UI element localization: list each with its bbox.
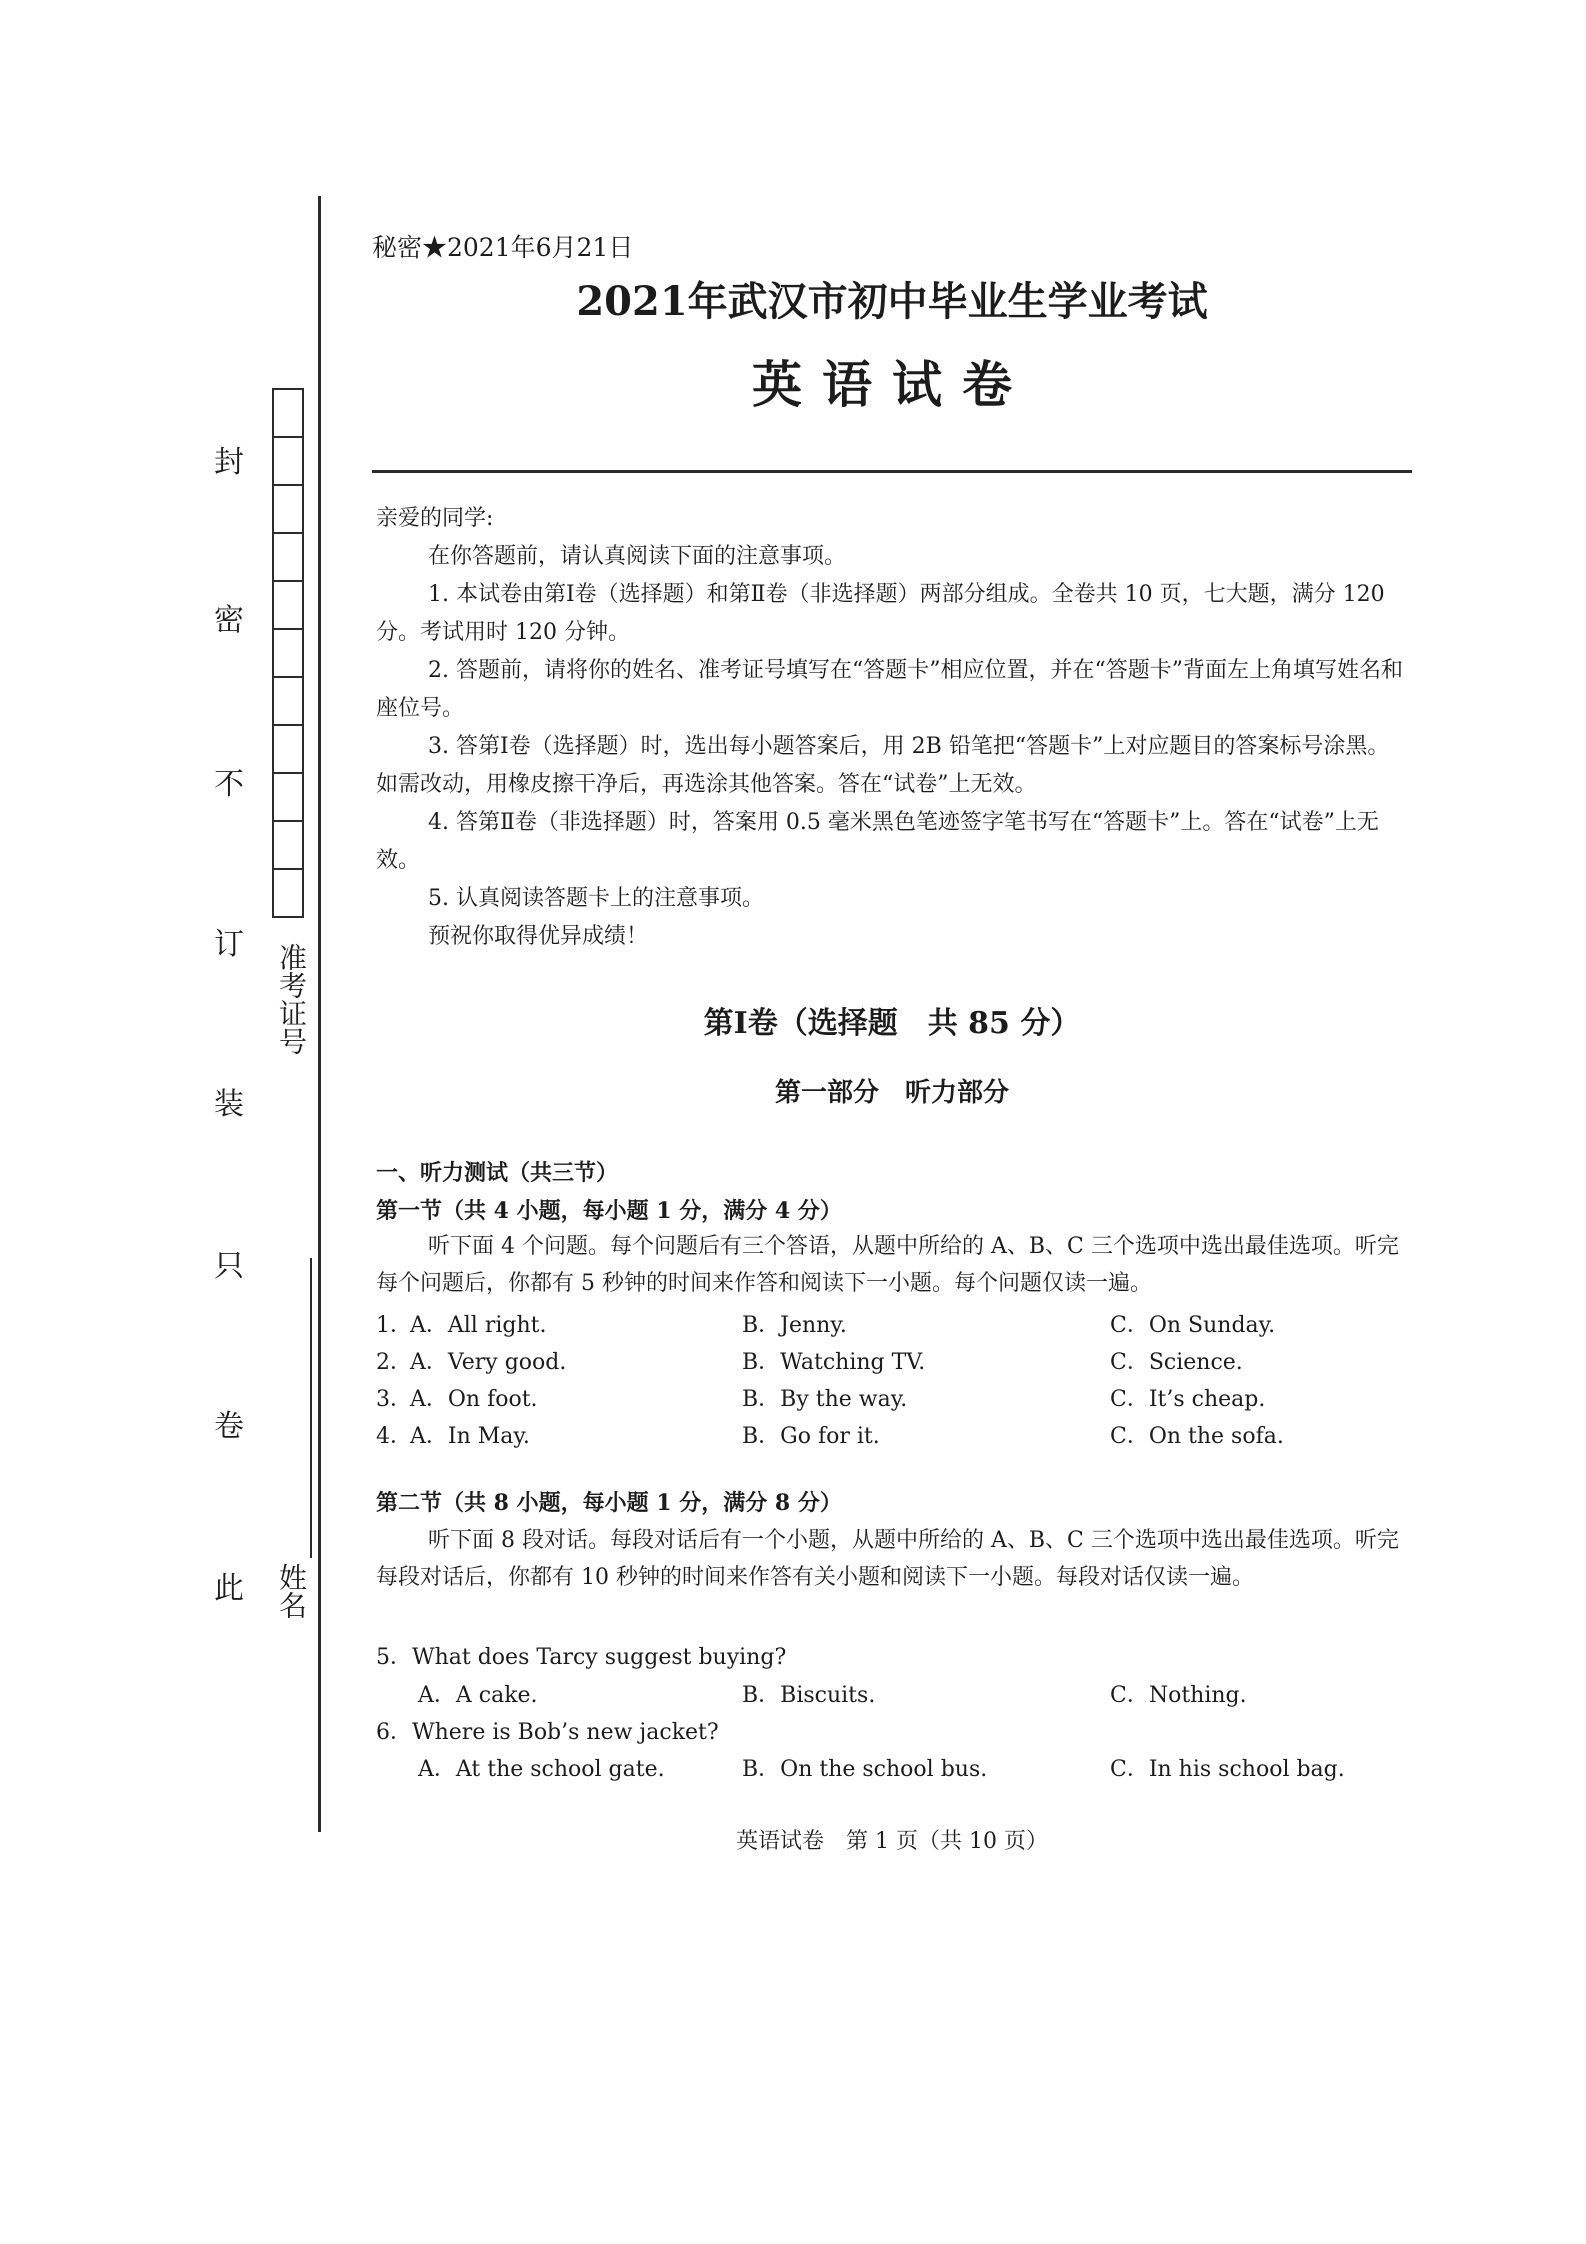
notice-intro: 在你答题前，请认真阅读下面的注意事项。: [428, 544, 847, 569]
binding-line: [318, 196, 321, 1832]
option-b: B．Watching TV.: [742, 1350, 926, 1375]
question-row: [376, 1752, 1406, 1788]
paper-title: 英语试卷: [752, 355, 1032, 414]
option-c: C．In his school bag.: [1110, 1757, 1345, 1782]
name-label: 姓名: [275, 1563, 308, 1619]
option-c: C．On the sofa.: [1110, 1424, 1284, 1449]
option-c: C．On Sunday.: [1110, 1313, 1276, 1338]
question-stem: 6．Where is Bob’s new jacket?: [376, 1720, 719, 1745]
notice-closing: 预祝你取得优异成绩！: [428, 924, 649, 949]
seal-char: 只: [214, 1249, 244, 1284]
seal-char: 封: [214, 445, 244, 480]
confidential-mark: 秘密★2021年6月21日: [372, 233, 634, 262]
question-stem: 5．What does Tarcy suggest buying?: [376, 1645, 787, 1670]
option-b: B．Jenny.: [742, 1313, 847, 1338]
seal-char: 不: [214, 767, 244, 802]
question-number: 4．: [376, 1424, 412, 1449]
seal-char: 此: [214, 1571, 244, 1606]
option-a: A．Very good.: [410, 1350, 567, 1375]
question-row: [376, 1382, 1406, 1418]
page-footer: 英语试卷 第 1 页（共 10 页）: [736, 1829, 1048, 1854]
question-number: 2．: [376, 1350, 412, 1375]
notice-item: 3. 答第Ⅰ卷（选择题）时，选出每小题答案后，用 2B 铅笔把“答题卡”上对应题目的答案标号涂黑。如需改动，用橡皮擦干净后，再选涂其他答案。答在“试卷”上无效。: [376, 734, 1390, 797]
option-b: B．By the way.: [742, 1387, 908, 1412]
option-a: A．In May.: [410, 1424, 530, 1449]
exam-title: 2021年武汉市初中毕业生学业考试: [576, 278, 1208, 325]
seal-char: 密: [214, 603, 244, 638]
notice-block: [376, 500, 1406, 956]
seal-char: 卷: [214, 1409, 244, 1444]
option-a: A．A cake.: [418, 1683, 538, 1708]
part-title: 第一部分 听力部分: [774, 1078, 1009, 1108]
option-c: C．Science.: [1110, 1350, 1243, 1375]
notice-item: 4. 答第Ⅱ卷（非选择题）时，答案用 0.5 毫米黑色笔迹签字笔书写在“答题卡”上。答在“试卷”上无效。: [376, 810, 1379, 873]
option-c: C．Nothing.: [1110, 1683, 1247, 1708]
exam-id-label: 准考证号: [275, 943, 308, 1055]
section2-subheading: 第二节（共 8 小题，每小题 1 分，满分 8 分）: [376, 1490, 842, 1516]
option-a: A．At the school gate.: [418, 1757, 665, 1782]
notice-item: 1. 本试卷由第Ⅰ卷（选择题）和第Ⅱ卷（非选择题）两部分组成。全卷共 10 页，七大题，满分 120 分。考试用时 120 分钟。: [376, 582, 1385, 645]
notice-item: 5. 认真阅读答题卡上的注意事项。: [428, 886, 764, 911]
section2-instructions: 听下面 8 段对话。每段对话后有一个小题，从题中所给的 A、B、C 三个选项中选出最佳选项。听完每段对话后，你都有 10 秒钟的时间来作答有关小题和阅读下一小题。每段对话仅读一遍。: [376, 1528, 1399, 1590]
section1-subheading: 第一节（共 4 小题，每小题 1 分，满分 4 分）: [376, 1198, 842, 1224]
seal-char: 订: [214, 927, 244, 962]
option-b: B．Biscuits.: [742, 1683, 876, 1708]
section-heading: 一、听力测试（共三节）: [376, 1160, 619, 1186]
option-a: A．On foot.: [410, 1387, 538, 1412]
question-row: [376, 1419, 1406, 1455]
seal-char: 装: [214, 1087, 244, 1122]
volume-title: 第Ⅰ卷（选择题 共 85 分）: [703, 1006, 1081, 1041]
option-a: A．All right.: [410, 1313, 547, 1338]
question-number: 3．: [376, 1387, 412, 1412]
question-row: [376, 1678, 1406, 1714]
option-b: B．Go for it.: [742, 1424, 880, 1449]
name-field-line[interactable]: [310, 1258, 312, 1558]
notice-greeting: 亲爱的同学:: [376, 506, 494, 531]
section1-instructions: 听下面 4 个问题。每个问题后有三个答语，从题中所给的 A、B、C 三个选项中选出最佳选项。听完每个问题后，你都有 5 秒钟的时间来作答和阅读下一小题。每个问题仅读一遍。: [376, 1234, 1399, 1296]
option-c: C．It’s cheap.: [1110, 1387, 1266, 1412]
header-rule: [372, 470, 1412, 473]
option-b: B．On the school bus.: [742, 1757, 988, 1782]
question-row: [376, 1308, 1406, 1344]
question-number: 1．: [376, 1313, 412, 1338]
notice-item: 2. 答题前，请将你的姓名、准考证号填写在“答题卡”相应位置，并在“答题卡”背面左上角填写姓名和座位号。: [376, 658, 1403, 721]
question-row: [376, 1345, 1406, 1381]
